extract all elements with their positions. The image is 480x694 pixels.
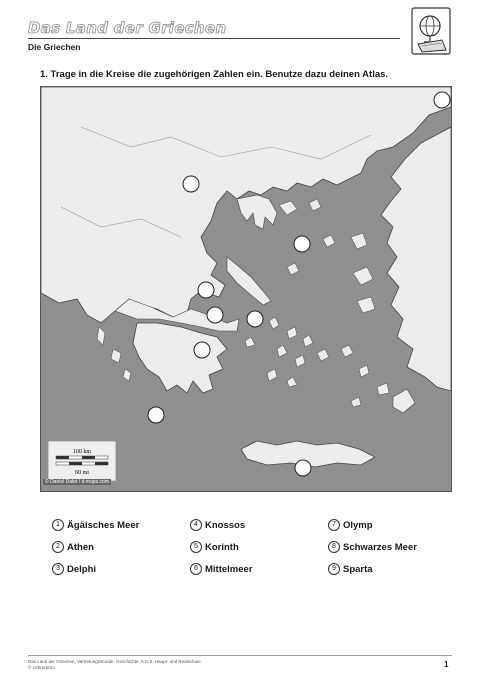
answer-circle bbox=[294, 236, 310, 252]
legend-item bbox=[190, 519, 245, 531]
task-instruction: 1. Trage in die Kreise die zugehörigen Zahlen ein. Benutze dazu deinen Atlas. bbox=[40, 69, 389, 80]
globe-book-logo-icon bbox=[408, 6, 454, 58]
legend-item bbox=[328, 519, 373, 531]
legend-item bbox=[52, 563, 96, 575]
answer-circle bbox=[207, 307, 223, 323]
page-subtitle: Die Griechen bbox=[28, 42, 81, 52]
legend-item bbox=[190, 563, 253, 575]
answer-circle bbox=[198, 282, 214, 298]
legend-label: Mittelmeer bbox=[205, 563, 253, 575]
page-number: 1 bbox=[444, 660, 449, 669]
footer-source: Das Land der Griechen, Vertretungsstunde, Geschichte, 5 to 6, Haupt- und Realschule bbox=[28, 659, 201, 664]
legend-label: Sparta bbox=[343, 563, 373, 575]
legend-label: Olymp bbox=[343, 519, 373, 531]
greece-map bbox=[40, 86, 452, 492]
header-title: Das Land der Griechen bbox=[28, 19, 227, 37]
legend-number: 7 bbox=[328, 519, 340, 531]
legend-number: 3 bbox=[52, 563, 64, 575]
scale-km-label: 100 km bbox=[72, 449, 92, 455]
legend-item bbox=[52, 541, 94, 553]
legend-number: 4 bbox=[190, 519, 202, 531]
map-scale bbox=[48, 441, 116, 481]
legend-number: 2 bbox=[52, 541, 64, 553]
answer-circle bbox=[295, 460, 311, 476]
legend-number: 1 bbox=[52, 519, 64, 531]
legend-label: Ägäisches Meer bbox=[67, 519, 140, 531]
legend-number: 6 bbox=[190, 563, 202, 575]
legend-item bbox=[52, 519, 139, 531]
legend-label: Korinth bbox=[205, 541, 239, 553]
legend-number: 5 bbox=[190, 541, 202, 553]
legend-item bbox=[328, 563, 373, 575]
legend-label: Delphi bbox=[67, 563, 97, 575]
legend-item bbox=[328, 541, 417, 553]
footer-copyright: © Lehrerbüro bbox=[28, 665, 55, 670]
answer-circle bbox=[434, 92, 450, 108]
answer-circle bbox=[194, 342, 210, 358]
footer-divider bbox=[28, 655, 452, 656]
legend-number: 9 bbox=[328, 563, 340, 575]
footer bbox=[28, 659, 201, 671]
answer-circle bbox=[247, 311, 263, 327]
answer-circle bbox=[148, 407, 164, 423]
legend-label: Athen bbox=[67, 541, 94, 553]
answer-circle bbox=[183, 176, 199, 192]
map-credit: © Daniel Dalet / d-maps.com bbox=[45, 479, 109, 485]
legend-number: 8 bbox=[328, 541, 340, 553]
legend-label: Schwarzes Meer bbox=[343, 541, 417, 553]
map-graphic bbox=[41, 87, 451, 491]
legend-label: Knossos bbox=[205, 519, 246, 531]
legend-item bbox=[190, 541, 239, 553]
header-divider bbox=[28, 38, 400, 39]
scale-mi-label: 60 mi bbox=[75, 470, 89, 476]
